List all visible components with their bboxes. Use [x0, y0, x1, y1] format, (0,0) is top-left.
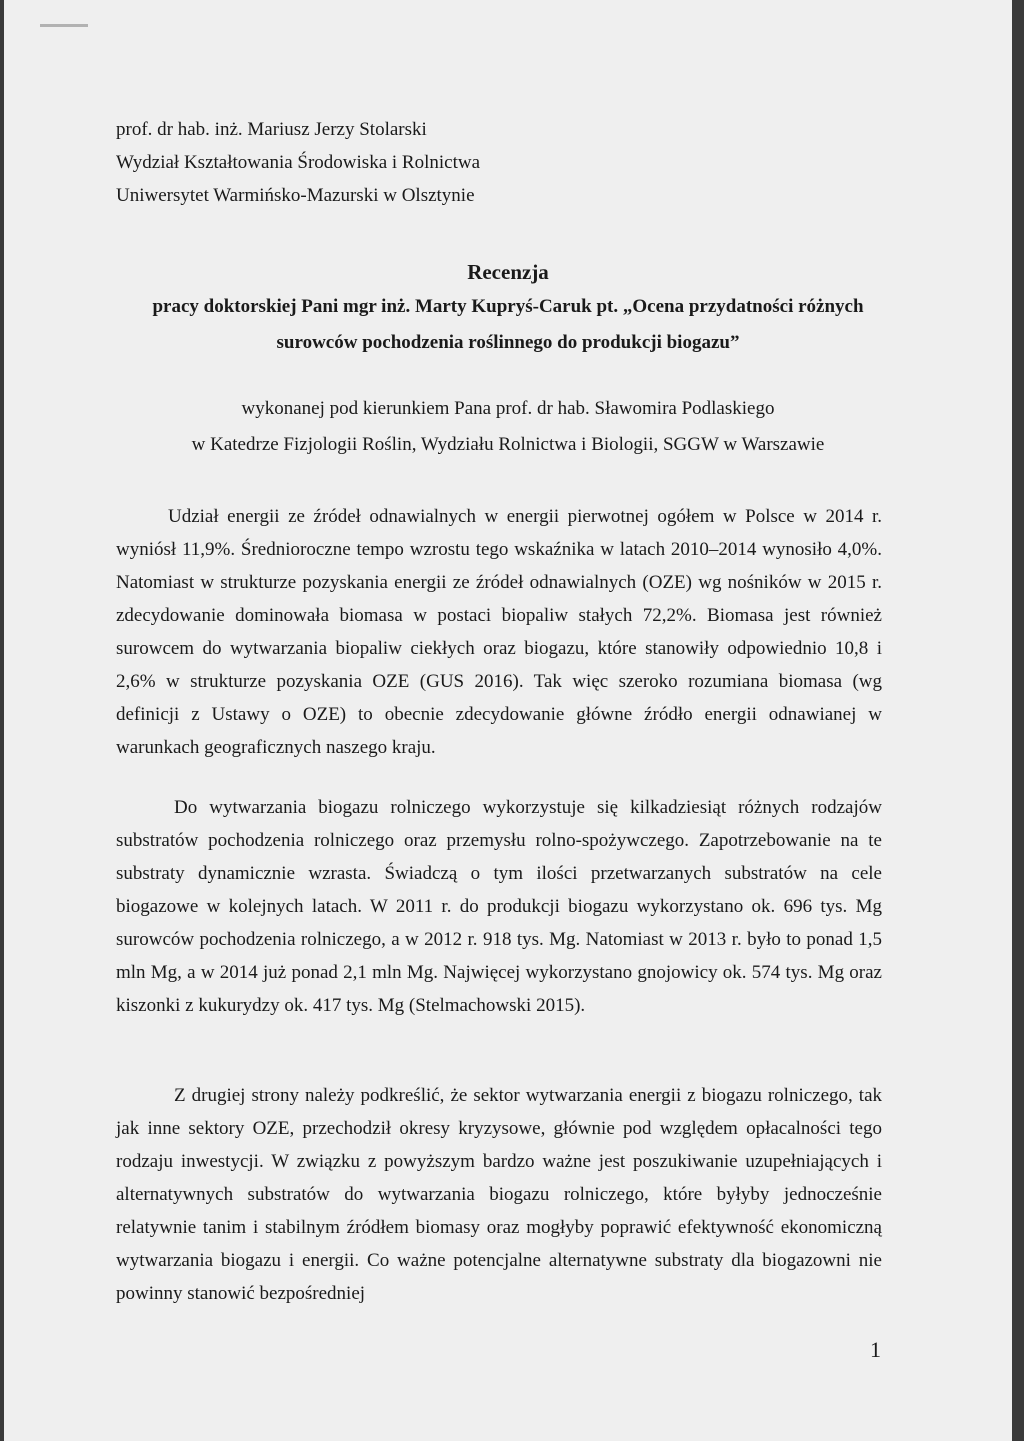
review-subtitle-line1: pracy doktorskiej Pani mgr inż. Marty Kupryś-Caruk pt. „Ocena przydatności różnych — [152, 296, 864, 317]
body-paragraph-1: Udział energii ze źródeł odnawialnych w energii pierwotnej ogółem w Polsce w 2014 r. wyniósł 11,9%. Średnioroczne tempo wzrostu tego wskaźnika w latach 2010–2014 wynosiło 4,0%. Natomiast w strukturze pozyskania energii ze źródeł odnawialnych (OZE) wg nośników w 2015 r. zdecydowanie dominowała biomasa w postaci biopaliw stałych 72,2%. Biomasa jest również surowcem do wytwarzania biopaliw ciekłych oraz biogazu, które stanowiły odpowiednio 10,8 i 2,6% w strukturze pozyskania OZE (GUS 2016). Tak więc szeroko rozumiana biomasa (wg definicji z Ustawy o OZE) to obecnie zdecydowanie główne źródło energii odnawianej w warunkach geograficznych naszego kraju. — [116, 506, 882, 758]
scan-artifact — [40, 24, 88, 27]
document-page — [4, 0, 1012, 1441]
author-name: prof. dr hab. inż. Mariusz Jerzy Stolarski — [116, 119, 427, 140]
review-title: Recenzja — [467, 260, 549, 284]
author-university: Uniwersytet Warmińsko-Mazurski w Olsztynie — [116, 185, 475, 206]
supervisor-line1: wykonanej pod kierunkiem Pana prof. dr hab. Sławomira Podlaskiego — [241, 398, 775, 419]
body-paragraph-3: Z drugiej strony należy podkreślić, że sektor wytwarzania energii z biogazu rolniczego, tak jak inne sektory OZE, przechodził okresy kryzysowe, głównie pod względem opłacalności tego rodzaju inwestycji. W związku z powyższym bardzo ważne jest poszukiwanie uzupełniających i alternatywnych substratów do wytwarzania biogazu rolniczego, które byłyby jednocześnie relatywnie tanim i stabilnym źródłem biomasy oraz mogłyby poprawić efektywność ekonomiczną wytwarzania biogazu i energii. Co ważne potencjalne alternatywne substraty dla biogazowni nie powinny stanowić bezpośredniej — [116, 1085, 882, 1304]
review-subtitle-line2: surowców pochodzenia roślinnego do produkcji biogazu” — [276, 332, 740, 353]
page-number: 1 — [870, 1337, 881, 1362]
author-faculty: Wydział Kształtowania Środowiska i Rolnictwa — [116, 152, 480, 173]
supervisor-line2: w Katedrze Fizjologii Roślin, Wydziału Rolnictwa i Biologii, SGGW w Warszawie — [191, 434, 825, 455]
body-paragraph-2: Do wytwarzania biogazu rolniczego wykorzystuje się kilkadziesiąt różnych rodzajów substratów pochodzenia rolniczego oraz przemysłu rolno-spożywczego. Zapotrzebowanie na te substraty dynamicznie wzrasta. Świadczą o tym ilości przetwarzanych substratów na cele biogazowe w kolejnych latach. W 2011 r. do produkcji biogazu wykorzystano ok. 696 tys. Mg surowców pochodzenia rolniczego, a w 2012 r. 918 tys. Mg. Natomiast w 2013 r. było to ponad 1,5 mln Mg, a w 2014 już ponad 2,1 mln Mg. Najwięcej wykorzystano gnojowicy ok. 574 tys. Mg oraz kiszonki z kukurydzy ok. 417 tys. Mg (Stelmachowski 2015). — [116, 797, 882, 1016]
